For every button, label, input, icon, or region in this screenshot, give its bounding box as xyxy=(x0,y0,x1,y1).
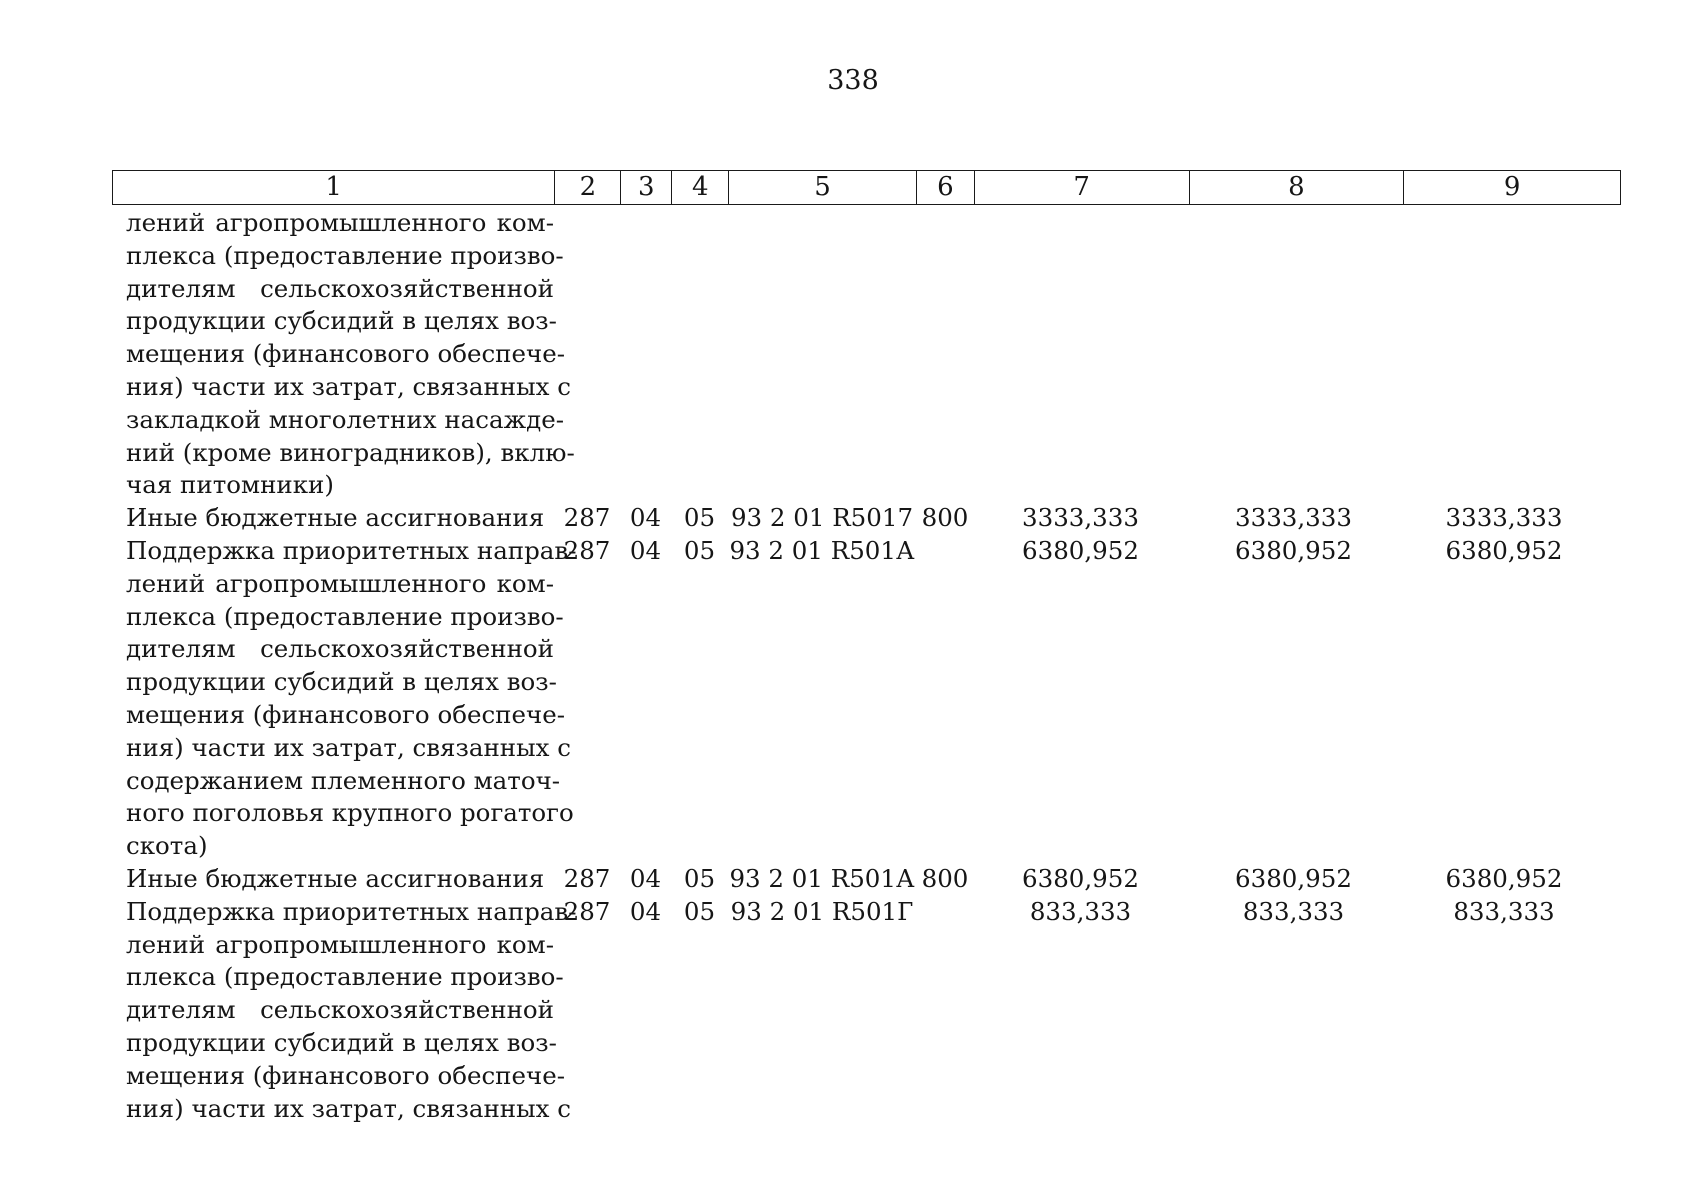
row-col-9: 833,333 xyxy=(1453,896,1555,926)
description-line: мещения (финансового обеспече- xyxy=(126,339,565,369)
description-line: лений агропромышленного ком- xyxy=(126,568,554,598)
row-col-6: 800 xyxy=(921,863,969,893)
header-col-9: 9 xyxy=(1503,172,1521,202)
description-line: ний (кроме виноградников), вклю- xyxy=(126,437,575,467)
description-line: чая питомники) xyxy=(126,470,334,500)
row-col-4: 05 xyxy=(683,535,716,565)
row-col-5: 93 2 01 R501Г xyxy=(730,896,914,926)
table-body xyxy=(112,207,1621,1125)
description-line: плекса (предоставление произво- xyxy=(126,240,564,270)
row-col-5: 93 2 01 R5017 xyxy=(730,503,914,533)
table-row xyxy=(112,207,1621,502)
row-col-8: 833,333 xyxy=(1242,896,1345,926)
header-col-2: 2 xyxy=(555,171,621,204)
row-col-4: 05 xyxy=(683,863,716,893)
description-line: Поддержка приоритетных направ- xyxy=(126,896,577,926)
table-row xyxy=(112,896,1621,1126)
row-description xyxy=(112,896,577,1126)
row-col-2: 287 xyxy=(563,863,611,893)
row-col-9: 6380,952 xyxy=(1445,535,1563,565)
row-col-5: 93 2 01 R501А xyxy=(729,863,915,893)
row-col-8: 6380,952 xyxy=(1235,863,1352,893)
description-line: плекса (предоставление произво- xyxy=(126,601,564,631)
header-col-8: 8 xyxy=(1190,171,1405,204)
description-line: дителям сельскохозяйственной xyxy=(126,634,554,664)
description-line: мещения (финансового обеспече- xyxy=(126,699,565,729)
row-col-2: 287 xyxy=(563,503,611,533)
page-number: 338 xyxy=(827,65,879,96)
description-line: плекса (предоставление произво- xyxy=(126,962,564,992)
description-line: Иные бюджетные ассигнования xyxy=(126,863,545,893)
description-line: лений агропромышленного ком- xyxy=(126,929,554,959)
row-description xyxy=(112,535,577,863)
table-row xyxy=(112,863,1621,896)
description-line: ния) части их затрат, связанных с xyxy=(126,1093,571,1123)
description-line: продукции субсидий в целях воз- xyxy=(126,306,557,336)
row-description xyxy=(112,502,554,535)
description-line: ного поголовья крупного рогатого xyxy=(126,798,574,828)
header-col-1: 1 xyxy=(113,171,555,204)
row-col-8: 3333,333 xyxy=(1235,503,1352,533)
description-line: ния) части их затрат, связанных с xyxy=(126,732,571,762)
description-line: скота) xyxy=(126,831,208,861)
header-col-5: 5 xyxy=(729,171,917,204)
row-col-9: 6380,952 xyxy=(1445,863,1563,893)
row-col-6: 800 xyxy=(921,503,969,533)
header-col-7: 7 xyxy=(975,171,1190,204)
table-row xyxy=(112,502,1621,535)
row-col-9: 3333,333 xyxy=(1445,503,1563,533)
row-col-5: 93 2 01 R501А xyxy=(729,535,915,565)
description-line: закладкой многолетних насажде- xyxy=(126,404,564,434)
row-col-7: 6380,952 xyxy=(1022,535,1139,565)
row-col-2: 287 xyxy=(563,896,611,926)
description-line: ния) части их затрат, связанных с xyxy=(126,371,571,401)
description-line: продукции субсидий в целях воз- xyxy=(126,1027,557,1057)
description-line: лений агропромышленного ком- xyxy=(126,208,554,237)
description-line: Иные бюджетные ассигнования xyxy=(126,503,545,533)
header-col-6: 6 xyxy=(917,171,975,204)
row-col-7: 833,333 xyxy=(1029,896,1132,926)
row-col-7: 3333,333 xyxy=(1022,503,1139,533)
row-col-3: 04 xyxy=(629,503,662,533)
row-col-2: 287 xyxy=(563,535,611,565)
table-row xyxy=(112,535,1621,863)
header-col-3: 3 xyxy=(621,171,672,204)
description-line: дителям сельскохозяйственной xyxy=(126,273,554,303)
row-col-3: 04 xyxy=(629,863,662,893)
row-description xyxy=(112,863,554,896)
table-header xyxy=(112,170,1621,205)
row-col-3: 04 xyxy=(629,535,662,565)
description-line: мещения (финансового обеспече- xyxy=(126,1060,565,1090)
description-line: содержанием племенного маточ- xyxy=(126,765,561,795)
row-col-8: 6380,952 xyxy=(1235,535,1352,565)
header-col-4: 4 xyxy=(672,171,729,204)
row-col-7: 6380,952 xyxy=(1022,863,1139,893)
description-line: продукции субсидий в целях воз- xyxy=(126,667,557,697)
row-col-4: 05 xyxy=(683,503,716,533)
row-col-3: 04 xyxy=(629,896,662,926)
description-line: дителям сельскохозяйственной xyxy=(126,995,554,1025)
row-description xyxy=(112,207,575,502)
description-line: Поддержка приоритетных направ- xyxy=(126,535,577,565)
row-col-4: 05 xyxy=(683,896,716,926)
